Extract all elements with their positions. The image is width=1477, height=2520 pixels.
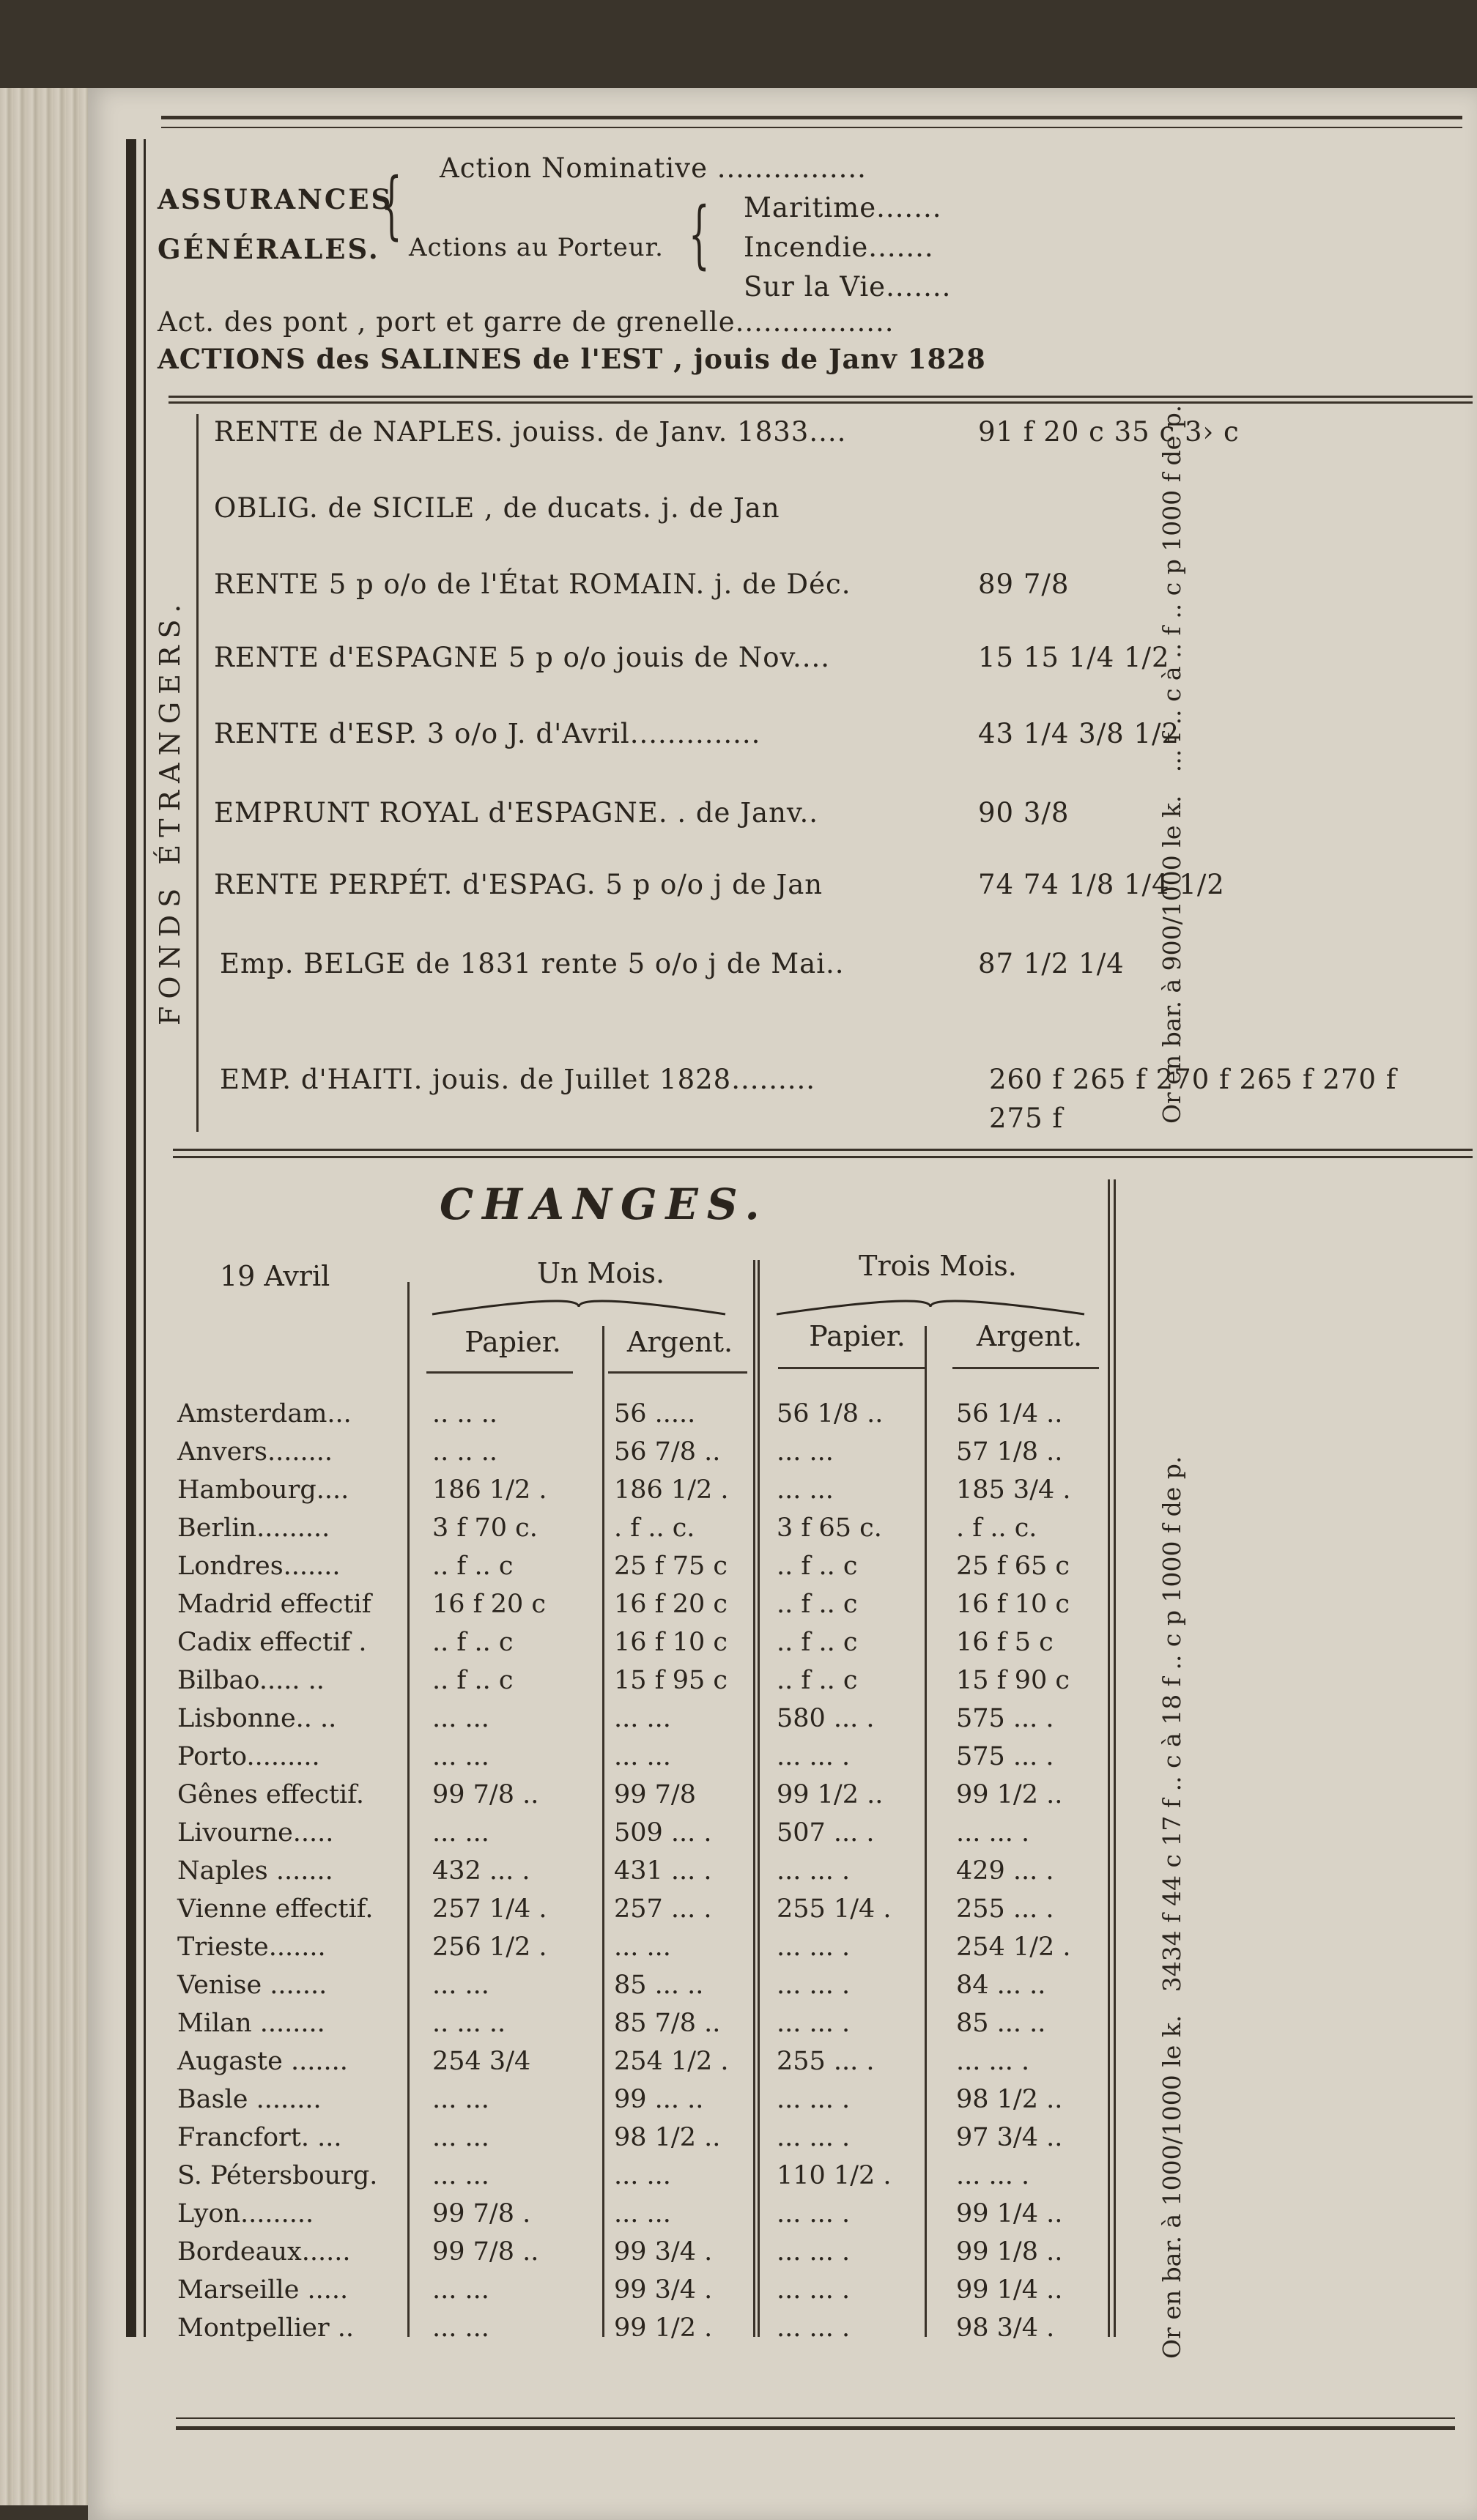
un-mois-papier-cell: 99 7/8 . — [432, 2199, 531, 2228]
un-mois-papier-cell: 186 1/2 . — [432, 1475, 547, 1505]
un-mois-argent-cell: 254 1/2 . — [614, 2047, 729, 2076]
rule-after-assurances — [169, 396, 1473, 398]
brace-assurances: { — [381, 162, 402, 248]
trois-mois-papier-cell: ... ... — [777, 1475, 834, 1505]
trois-mois-papier-header: Papier. — [809, 1320, 906, 1352]
fonds-row-9-name: EMP. d'HAITI. jouis. de Juillet 1828......... — [220, 1064, 816, 1095]
un-mois-argent-cell: 85 7/8 .. — [614, 2009, 721, 2038]
action-nominative: Action Nominative ................ — [440, 152, 867, 184]
rule-after-assurances-2 — [169, 401, 1473, 404]
un-mois-papier-cell: .. .. .. — [432, 1437, 498, 1467]
table-row — [0, 1742, 1114, 1780]
city-cell: Bordeaux...... — [177, 2237, 351, 2267]
un-mois-papier-cell: 99 7/8 .. — [432, 1780, 539, 1809]
trois-mois-argent-cell: ... ... . — [956, 1818, 1030, 1848]
bottom-double-rule — [176, 2417, 1455, 2430]
city-cell: Bilbao..... .. — [177, 1666, 325, 1695]
un-mois-papier-cell: ... ... — [432, 2085, 489, 2114]
assurances-label-1: ASSURANCES — [158, 183, 393, 215]
trois-mois-argent-cell: 56 1/4 .. — [956, 1399, 1063, 1428]
papier-underline-2 — [778, 1367, 925, 1369]
metals-rotated-block — [1158, 0, 1193, 2359]
column-braces — [425, 1292, 1099, 1322]
trois-mois-argent-cell: ... ... . — [956, 2161, 1030, 2190]
city-cell: Basle ........ — [177, 2085, 322, 2114]
trois-mois-argent-cell: 97 3/4 .. — [956, 2123, 1063, 2152]
un-mois-argent-cell: ... ... — [614, 1742, 671, 1771]
trois-mois-argent-cell: 575 ... . — [956, 1742, 1054, 1771]
un-mois-argent-cell: 431 ... . — [614, 1856, 712, 1886]
city-cell: Hambourg.... — [177, 1475, 349, 1505]
fonds-row-4-value: 15 15 1/4 1/2 — [978, 642, 1170, 673]
un-mois-papier-cell: .. f .. c — [432, 1552, 514, 1581]
city-cell: Londres....... — [177, 1552, 341, 1581]
un-mois-papier-cell: 432 ... . — [432, 1856, 530, 1886]
city-cell: Madrid effectif — [177, 1590, 371, 1619]
papier-underline-1 — [426, 1371, 573, 1374]
trois-mois-argent-header: Argent. — [976, 1320, 1083, 1352]
un-mois-papier-cell: ... ... — [432, 1704, 489, 1733]
un-mois-header: Un Mois. — [536, 1257, 665, 1289]
trois-mois-argent-cell: 99 1/4 .. — [956, 2199, 1063, 2228]
un-mois-papier-cell: 256 1/2 . — [432, 1932, 547, 1962]
city-cell: Naples ....... — [177, 1856, 333, 1886]
un-mois-argent-cell: 99 1/2 . — [614, 2313, 713, 2343]
fonds-row-4-name: RENTE d'ESPAGNE 5 p o/o jouis de Nov.... — [214, 642, 831, 673]
un-mois-papier-cell: 254 3/4 — [432, 2047, 531, 2076]
city-cell: Livourne..... — [177, 1818, 334, 1848]
trois-mois-papier-cell: 580 ... . — [777, 1704, 875, 1733]
trois-mois-papier-cell: ... ... . — [777, 2085, 851, 2114]
un-mois-papier-cell: ... ... — [432, 2313, 489, 2343]
table-row — [0, 2161, 1114, 2199]
city-cell: Vienne effectif. — [177, 1894, 374, 1924]
trois-mois-argent-cell: 99 1/4 .. — [956, 2275, 1063, 2305]
changes-date: 19 Avril — [220, 1260, 330, 1292]
metal-value: 3434 f 44 c 17 f .. c à 18 f .. c p 1000 f de p. — [1158, 1456, 1186, 1993]
city-cell: Augaste ....... — [177, 2047, 348, 2076]
city-cell: Venise ....... — [177, 1971, 327, 2000]
trois-mois-argent-cell: 25 f 65 c — [956, 1552, 1070, 1581]
fonds-row-9-value-2: 275 f — [989, 1102, 1064, 1134]
table-row — [0, 1932, 1114, 1971]
un-mois-argent-cell: 15 f 95 c — [614, 1666, 728, 1695]
fonds-row-1-name: RENTE de NAPLES. jouiss. de Janv. 1833.... — [214, 416, 847, 448]
rule-after-fonds-2 — [173, 1156, 1473, 1158]
trois-mois-papier-cell: .. f .. c — [777, 1590, 858, 1619]
table-row — [0, 1552, 1114, 1590]
trois-mois-argent-cell: 185 3/4 . — [956, 1475, 1071, 1505]
fonds-row-5-name: RENTE d'ESP. 3 o/o J. d'Avril.............. — [214, 718, 761, 749]
un-mois-argent-header: Argent. — [626, 1326, 733, 1358]
trois-mois-papier-cell: 255 ... . — [777, 2047, 875, 2076]
trois-mois-papier-cell: ... ... . — [777, 2313, 851, 2343]
trois-mois-papier-cell: 255 1/4 . — [777, 1894, 892, 1924]
trois-mois-papier-cell: .. f .. c — [777, 1552, 858, 1581]
city-cell: Cadix effectif . — [177, 1628, 367, 1657]
table-row — [0, 2085, 1114, 2123]
trois-mois-papier-cell: ... ... — [777, 1437, 834, 1467]
table-row — [0, 1818, 1114, 1856]
table-row — [0, 1780, 1114, 1818]
fonds-row-5-value: 43 1/4 3/8 1/2 — [978, 718, 1180, 749]
assurances-label-2: GÉNÉRALES. — [158, 233, 380, 265]
fonds-row-7-name: RENTE PERPÉT. d'ESPAG. 5 p o/o j de Jan — [214, 869, 823, 900]
un-mois-argent-cell: 99 ... .. — [614, 2085, 704, 2114]
un-mois-papier-cell: 99 7/8 .. — [432, 2237, 539, 2267]
un-mois-papier-cell: 3 f 70 c. — [432, 1513, 538, 1543]
table-row — [0, 1590, 1114, 1628]
trois-mois-papier-cell: 507 ... . — [777, 1818, 875, 1848]
un-mois-argent-cell: ... ... — [614, 2199, 671, 2228]
changes-divider-5b — [1114, 1179, 1116, 2337]
fonds-etrangers-label: FONDS ÉTRANGERS. — [154, 596, 186, 1026]
un-mois-papier-cell: .. f .. c — [432, 1628, 514, 1657]
city-cell: Lisbonne.. .. — [177, 1704, 337, 1733]
trois-mois-argent-cell: 16 f 10 c — [956, 1590, 1070, 1619]
trois-mois-argent-cell: 99 1/8 .. — [956, 2237, 1063, 2267]
un-mois-argent-cell: . f .. c. — [614, 1513, 695, 1543]
un-mois-papier-cell: ... ... — [432, 2275, 489, 2305]
fonds-row-6-name: EMPRUNT ROYAL d'ESPAGNE. . de Janv.. — [214, 797, 818, 829]
argent-underline-1 — [608, 1371, 747, 1374]
trois-mois-argent-cell: 16 f 5 c — [956, 1628, 1054, 1657]
trois-mois-argent-cell: 254 1/2 . — [956, 1932, 1071, 1962]
argent-underline-2 — [952, 1367, 1099, 1369]
un-mois-papier-cell: 257 1/4 . — [432, 1894, 547, 1924]
un-mois-argent-cell: ... ... — [614, 1704, 671, 1733]
city-cell: Marseille ..... — [177, 2275, 349, 2305]
sur-la-vie: Sur la Vie....... — [744, 271, 952, 303]
un-mois-argent-cell: 16 f 10 c — [614, 1628, 728, 1657]
un-mois-papier-cell: .. .. .. — [432, 1399, 498, 1428]
un-mois-papier-cell: .. f .. c — [432, 1666, 514, 1695]
city-cell: Anvers........ — [177, 1437, 333, 1467]
table-row — [0, 1437, 1114, 1475]
city-cell: Berlin......... — [177, 1513, 330, 1543]
trois-mois-papier-cell: ... ... . — [777, 1932, 851, 1962]
brace-porteur: { — [689, 191, 710, 277]
city-cell: Trieste....... — [177, 1932, 326, 1962]
table-row — [0, 2009, 1114, 2047]
trois-mois-papier-cell: .. f .. c — [777, 1666, 858, 1695]
table-row — [0, 1513, 1114, 1552]
trois-mois-argent-cell: 84 ... .. — [956, 1971, 1046, 2000]
trois-mois-papier-cell: .. f .. c — [777, 1628, 858, 1657]
trois-mois-argent-cell: 429 ... . — [956, 1856, 1054, 1886]
table-row — [0, 1856, 1114, 1894]
table-row — [0, 2199, 1114, 2237]
city-cell: Milan ........ — [177, 2009, 325, 2038]
un-mois-papier-cell: ... ... — [432, 1742, 489, 1771]
un-mois-argent-cell: 99 3/4 . — [614, 2237, 713, 2267]
metal-label: Or en bar. à 1000/1000 le k. — [1158, 2015, 1186, 2359]
salines-line: ACTIONS des SALINES de l'EST , jouis de Janv 1828 — [158, 343, 986, 375]
table-row — [0, 2237, 1114, 2275]
fonds-row-2-name: OBLIG. de SICILE , de ducats. j. de Jan — [214, 492, 780, 524]
trois-mois-header: Trois Mois. — [859, 1250, 1017, 1282]
table-row — [0, 2123, 1114, 2161]
un-mois-argent-cell: 16 f 20 c — [614, 1590, 728, 1619]
top-double-rule — [161, 116, 1462, 128]
un-mois-argent-cell: ... ... — [614, 2161, 671, 2190]
trois-mois-argent-cell: 98 3/4 . — [956, 2313, 1055, 2343]
un-mois-argent-cell: 85 ... .. — [614, 1971, 704, 2000]
trois-mois-papier-cell: ... ... . — [777, 2199, 851, 2228]
trois-mois-argent-cell: 575 ... . — [956, 1704, 1054, 1733]
trois-mois-papier-cell: 56 1/8 .. — [777, 1399, 884, 1428]
un-mois-papier-cell: ... ... — [432, 2161, 489, 2190]
un-mois-papier-cell: .. ... .. — [432, 2009, 506, 2038]
city-cell: S. Pétersbourg. — [177, 2161, 378, 2190]
changes-title: CHANGES. — [440, 1179, 769, 1229]
trois-mois-argent-cell: 57 1/8 .. — [956, 1437, 1063, 1467]
table-row — [0, 1704, 1114, 1742]
trois-mois-papier-cell: 99 1/2 .. — [777, 1780, 884, 1809]
trois-mois-argent-cell: 99 1/2 .. — [956, 1780, 1063, 1809]
fonds-divider — [196, 414, 199, 1132]
un-mois-argent-cell: 56 7/8 .. — [614, 1437, 721, 1467]
trois-mois-argent-cell: 255 ... . — [956, 1894, 1054, 1924]
un-mois-argent-cell: 509 ... . — [614, 1818, 712, 1848]
city-cell: Amsterdam... — [177, 1399, 352, 1428]
trois-mois-argent-cell: 98 1/2 .. — [956, 2085, 1063, 2114]
maritime: Maritime....... — [744, 192, 942, 223]
city-cell: Gênes effectif. — [177, 1780, 364, 1809]
un-mois-papier-cell: ... ... — [432, 2123, 489, 2152]
metal-row — [1158, 1128, 1193, 2359]
city-cell: Porto......... — [177, 1742, 320, 1771]
fonds-row-6-value: 90 3/8 — [978, 797, 1070, 829]
un-mois-argent-cell: 56 ..... — [614, 1399, 696, 1428]
trois-mois-papier-cell: 3 f 65 c. — [777, 1513, 882, 1543]
trois-mois-argent-cell: 15 f 90 c — [956, 1666, 1070, 1695]
trois-mois-argent-cell: ... ... . — [956, 2047, 1030, 2076]
trois-mois-papier-cell: ... ... . — [777, 1971, 851, 2000]
fonds-row-3-value: 89 7/8 — [978, 568, 1070, 600]
table-row — [0, 1475, 1114, 1513]
trois-mois-papier-cell: 110 1/2 . — [777, 2161, 892, 2190]
trois-mois-papier-cell: ... ... . — [777, 1742, 851, 1771]
table-row — [0, 1971, 1114, 2009]
fonds-row-1-value: 91 f 20 c 35 c 3› c — [978, 416, 1240, 448]
un-mois-papier-cell: ... ... — [432, 1818, 489, 1848]
trois-mois-papier-cell: ... ... . — [777, 2275, 851, 2305]
trois-mois-argent-cell: . f .. c. — [956, 1513, 1037, 1543]
un-mois-argent-cell: 186 1/2 . — [614, 1475, 729, 1505]
table-row — [0, 1894, 1114, 1932]
grenelle-line: Act. des pont , port et garre de grenelle................. — [158, 306, 895, 338]
metal-row — [1158, 0, 1193, 1124]
un-mois-argent-cell: 98 1/2 .. — [614, 2123, 721, 2152]
incendie: Incendie....... — [744, 231, 934, 263]
trois-mois-papier-cell: ... ... . — [777, 2237, 851, 2267]
trois-mois-papier-cell: ... ... . — [777, 1856, 851, 1886]
table-row — [0, 2275, 1114, 2313]
un-mois-papier-header: Papier. — [464, 1326, 561, 1358]
table-row — [0, 1399, 1114, 1437]
fonds-row-8-value: 87 1/2 1/4 — [978, 948, 1125, 979]
un-mois-argent-cell: 257 ... . — [614, 1894, 712, 1924]
table-row — [0, 1666, 1114, 1704]
table-row — [0, 1628, 1114, 1666]
metal-value: ... f .. c à .. f .. c p 1000 f de p. — [1158, 404, 1186, 773]
trois-mois-papier-cell: ... ... . — [777, 2009, 851, 2038]
table-row — [0, 2047, 1114, 2085]
fonds-row-8-name: Emp. BELGE de 1831 rente 5 o/o j de Mai.. — [220, 948, 845, 979]
un-mois-papier-cell: 16 f 20 c — [432, 1590, 547, 1619]
rule-after-fonds — [173, 1149, 1473, 1151]
un-mois-argent-cell: ... ... — [614, 1932, 671, 1962]
fonds-row-7-value: 74 74 1/8 1/4 1/2 — [978, 869, 1225, 900]
un-mois-argent-cell: 99 7/8 — [614, 1780, 696, 1809]
city-cell: Montpellier .. — [177, 2313, 355, 2343]
trois-mois-papier-cell: ... ... . — [777, 2123, 851, 2152]
un-mois-argent-cell: 99 3/4 . — [614, 2275, 713, 2305]
fonds-row-3-name: RENTE 5 p o/o de l'État ROMAIN. j. de Déc. — [214, 568, 851, 600]
un-mois-argent-cell: 25 f 75 c — [614, 1552, 728, 1581]
table-row — [0, 2313, 1114, 2352]
fonds-row-9-value: 260 f 265 f 270 f 265 f 270 f — [989, 1064, 1397, 1095]
actions-porteur: Actions au Porteur. — [409, 233, 664, 262]
city-cell: Lyon......... — [177, 2199, 314, 2228]
trois-mois-argent-cell: 85 ... .. — [956, 2009, 1046, 2038]
un-mois-papier-cell: ... ... — [432, 1971, 489, 2000]
city-cell: Francfort. ... — [177, 2123, 342, 2152]
metal-label: Or en bar. à 900/1000 le k. — [1158, 795, 1186, 1124]
